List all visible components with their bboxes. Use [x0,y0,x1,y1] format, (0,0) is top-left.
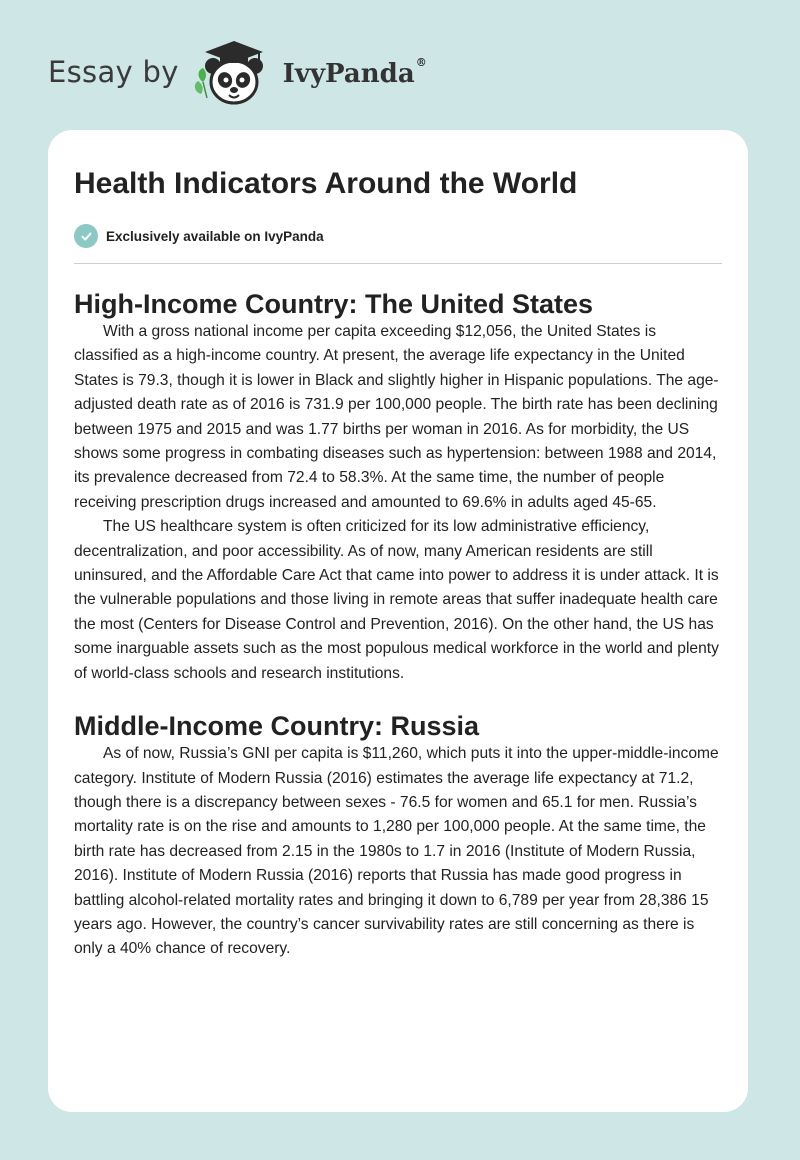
exclusive-badge [74,224,722,248]
site-header [48,36,427,108]
brand-name-text: IvyPanda [282,59,415,89]
paragraph: The US healthcare system is often criticized for its low administrative efficiency, decentralization, and poor accessibility. As of now, many American residents are still uninsured, and the Affordable Care Act that came into power to address it is under attack. It is the vulnerable populations and those living in remote areas that suffer inadequate health care the most (Centers for Disease Control and Prevention, 2016). On the other hand, the US has some inarguable assets such as the most populous medical workforce in the world and plenty of world-class schools and research institutions. [74,518,719,682]
essay-card [48,130,748,1112]
brand-name[interactable] [282,56,427,89]
check-icon [74,224,98,248]
section-heading-us: High-Income Country: The United States [74,289,594,319]
panda-logo-icon[interactable] [189,36,281,108]
section-heading-russia: Middle-Income Country: Russia [74,711,480,742]
divider [74,263,722,264]
paragraph: With a gross national income per capita exceeding $12,056, the United States is classified as a high-income country. At present, the average life expectancy in the United States is 79.3, though it is lower in Black and slightly higher in Hispanic populations. The age-adjusted death rate as of 2016 is 731.9 per 100,000 people. The birth rate has been declining between 1975 and 2015 and was 1.77 births per woman in 2016. As for morbidity, the US shows some progress in combating diseases such as hypertension: between 1988 and 2014, its prevalence decreased from 72.4 to 58.3%. At the same time, the number of people receiving prescription drugs increased and amounted to 69.6% in adults aged 45-65. [74,323,719,511]
page-title: Health Indicators Around the World [74,167,578,200]
exclusive-label: Exclusively available on IvyPanda [106,228,324,244]
paragraph: As of now, Russia’s GNI per capita is $11,260, which puts it into the upper-middle-income category. Institute of Modern Russia (2016) estimates the average life expectancy at 71.2, though there is a discrepancy between sexes - 76.5 for women and 65.1 for men. Russia’s mortality rate is on the rise and amounts to 1,280 per 100,000 people. At the same time, the birth rate has decreased from 2.15 in the 1980s to 1.7 in 2016 (Institute of Modern Russia, 2016). Institute of Modern Russia (2016) reports that Russia has made good progress in battling alcohol-related mortality rates and bringing it down to 6,789 per year from 28,386 15 years ago. However, the country’s cancer survivability rates are still concerning as there is only a 40% chance of recovery. [74,745,719,958]
registered-mark: ® [415,56,427,70]
essay-by-label: Essay by [48,55,179,89]
